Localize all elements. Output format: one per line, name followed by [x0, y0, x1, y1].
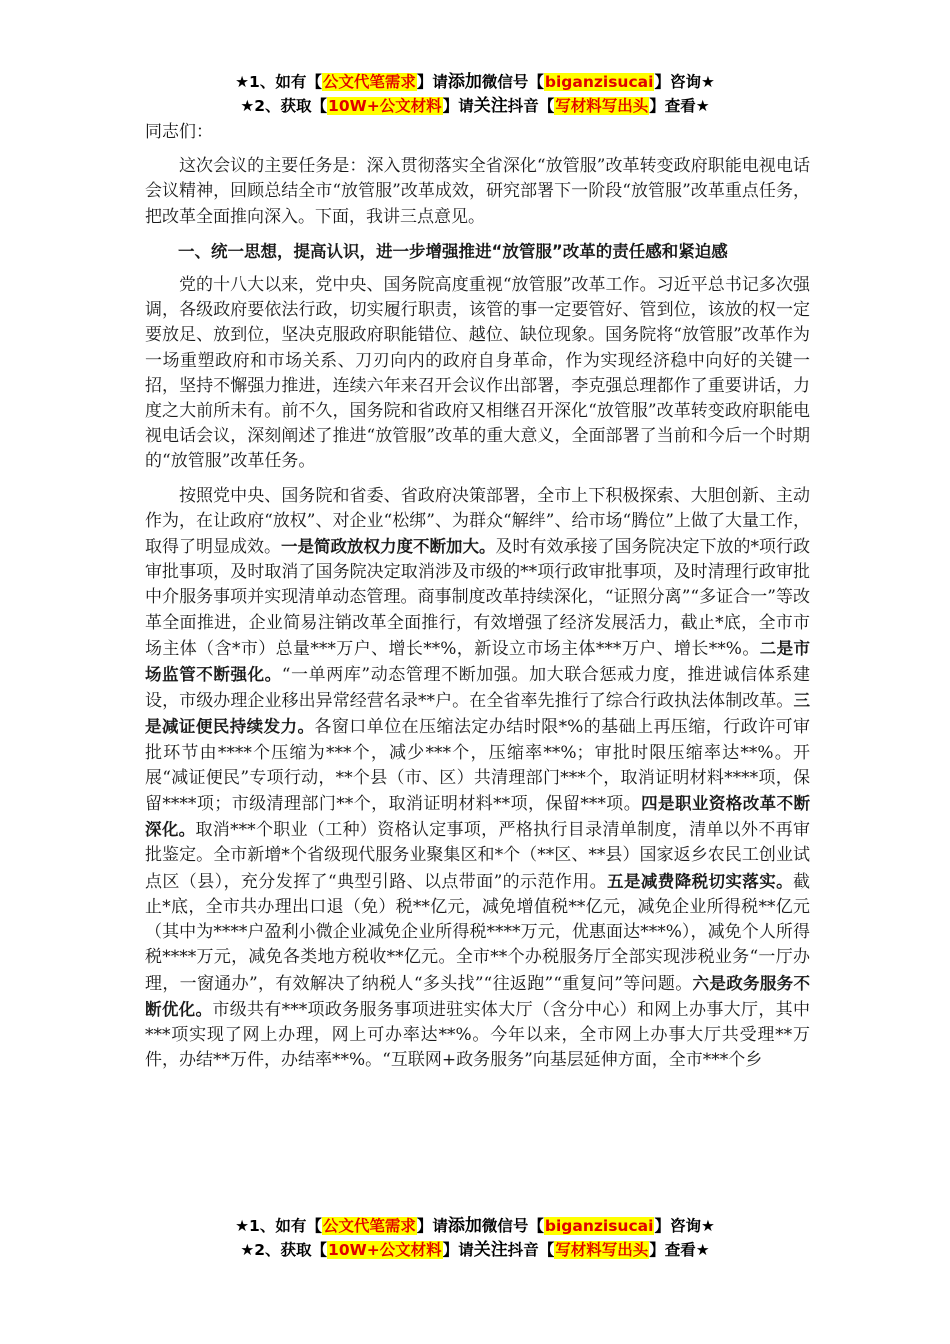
- bottom-banner: [0, 1214, 950, 1262]
- highlight-materials: 10W+公文材料: [328, 1241, 442, 1259]
- highlight-service: 公文代笔需求: [322, 1217, 416, 1235]
- highlight-wechat-id: biganzisucai: [544, 73, 654, 91]
- key-point-5: 五是减费降税切实落实。: [607, 871, 793, 891]
- banner-line-2: ★2、获取【10W+公文材料】请关注抖音【写材料写出头】查看★: [240, 96, 710, 116]
- key-point-2: 二是市场监管不断强化。: [145, 638, 811, 685]
- highlight-wechat-id: biganzisucai: [544, 1217, 654, 1235]
- key-point-3: 三是减证便民持续发力。: [145, 691, 810, 737]
- highlight-service: 公文代笔需求: [322, 73, 416, 91]
- section-heading-1: 一、统一思想，提高认识，进一步增强推进“放管服”改革的责任感和紧迫感: [178, 241, 728, 261]
- banner-line-1: ★1、如有【公文代笔需求】请添加微信号【biganzisucai】咨询★: [235, 1216, 715, 1236]
- intro-paragraph: 这次会议的主要任务是：深入贯彻落实全省深化“放管服”改革转变政府职能电视电话会议精神，回顾总结全市“放管服”改革成效，研究部署下一阶段“放管服”改革重点任务，把改革全面推向深入。下面，我讲三点意见。: [145, 156, 810, 227]
- highlight-douyin: 写材料写出头: [555, 97, 649, 115]
- top-banner: [0, 70, 950, 118]
- paragraph-2: 按照党中央、国务院和省委、省政府决策部署，全市上下积极探索、大胆创新、主动作为，在让政府“放权”、对企业“松绑”、为群众“解绊”、给市场“腾位”上做了大量工作，取得了明显成效。一是简政放权力度不断加大。及时有效承接了国务院决定下放的*项行政审批事项，及时取消了国务院决定取消涉及市级的**项行政审批事项，及时清理行政审批中介服务事项并实现清单动态管理。商事制度改革持续深化，“证照分离”“多证合一”等改革全面推进，企业简易注销改革全面推行，有效增强了经济发展活力，截止*底，全市市场主体（含*市）总量***万户、增长**%，新设立市场主体***万户、增长**%。二是市场监管不断强化。“一单两库”动态管理不断加强。加大联合惩戒力度，推进诚信体系建设，市级办理企业移出异常经营名录**户。在全省率先推行了综合行政执法体制改革。三是减证便民持续发力。各窗口单位在压缩法定办结时限*%的基础上再压缩，行政许可审批环节由****个压缩为***个，减少***个，压缩率**%；审批时限压缩率达**%。开展“减证便民”专项行动，**个县（市、区）共清理部门***个，取消证明材料****项，保留****项；市级清理部门**个，取消证明材料**项，保留***项。四是职业资格改革不断深化。取消***个职业（工种）资格认定事项，严格执行目录清单制度，清单以外不再审批鉴定。全市新增*个省级现代服务业聚集区和*个（**区、**县）国家返乡农民工创业试点区（县），充分发挥了“典型引路、以点带面”的示范作用。五是减费降税切实落实。截止*底，全市共办理出口退（免）税**亿元，减免增值税**亿元，减免企业所得税**亿元（其中为****户盈利小微企业减免企业所得税****万元，优惠面达***%），减免个人所得税****万元，减免各类地方税收**亿元。全市**个办税服务厅全部实现涉税业务“一厅办理，一窗通办”，有效解决了纳税人“多头找”“往返跑”“重复问”等问题。六是政务服务不断优化。市级共有***项政务服务事项进驻实体大厅（含分中心）和网上办事大厅，其中***项实现了网上办理，网上可办率达**%。今年以来，全市网上办事大厅共受理**万件，办结**万件，办结率**%。“互联网+政务服务”向基层延伸方面，全市***个乡: [145, 485, 811, 1071]
- highlight-douyin: 写材料写出头: [555, 1241, 649, 1259]
- banner-line-1: ★1、如有【公文代笔需求】请添加微信号【biganzisucai】咨询★: [235, 72, 715, 92]
- banner-line-2: ★2、获取【10W+公文材料】请关注抖音【写材料写出头】查看★: [240, 1240, 710, 1260]
- paragraph-1: 党的十八大以来，党中央、国务院高度重视“放管服”改革工作。习近平总书记多次强调，各级政府要依法行政，切实履行职责，该管的事一定要管好、管到位，该放的权一定要放足、放到位，坚决克服政府职能错位、越位、缺位现象。国务院将“放管服”改革作为一场重塑政府和市场关系、刀刃向内的政府自身革命，作为实现经济稳中向好的关键一招，坚持不懈强力推进，连续六年来召开会议作出部署，李克强总理都作了重要讲话，力度之大前所未有。前不久，国务院和省政府又相继召开深化“放管服”改革转变政府职能电视电话会议，深刻阐述了推进“放管服”改革的重大意义，全面部署了当前和今后一个时期的“放管服”改革任务。: [145, 275, 810, 472]
- key-point-1: 一是简政放权力度不断加大。: [281, 537, 496, 557]
- key-point-6: 六是政务服务不断优化。: [145, 973, 810, 1019]
- key-point-4: 四是职业资格改革不断深化。: [145, 794, 811, 840]
- document-body: [145, 120, 810, 1082]
- highlight-materials: 10W+公文材料: [328, 97, 442, 115]
- greeting: 同志们：: [145, 122, 213, 142]
